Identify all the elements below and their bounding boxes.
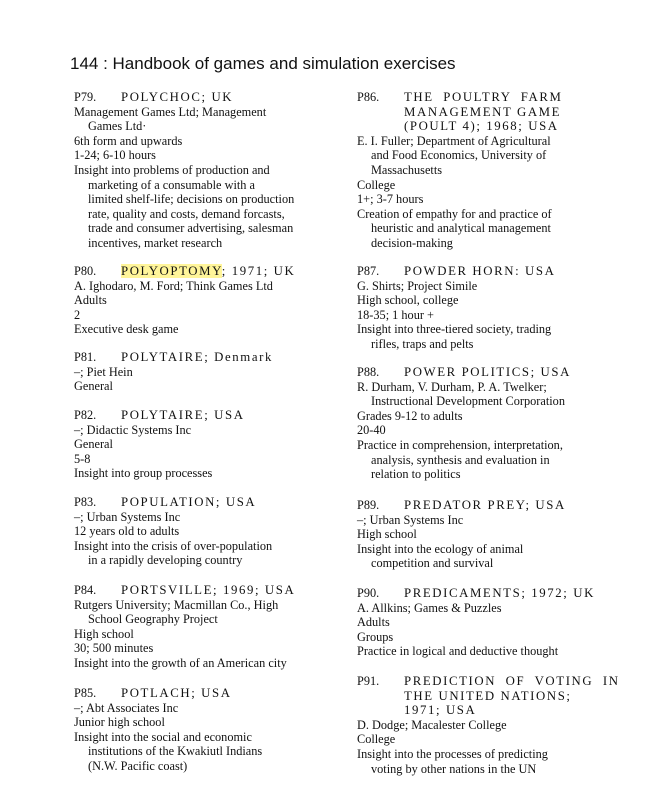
entry-detail-line: Rutgers University; Macmillan Co., High <box>74 597 279 612</box>
catalog-entry <box>357 586 647 659</box>
entry-detail-line: R. Durham, V. Durham, P. A. Twelker; <box>357 379 547 394</box>
entry-title-line <box>357 264 647 279</box>
entry-detail-line: Adults <box>357 615 390 630</box>
entry-title-meta: ; 1969; USA <box>213 583 296 597</box>
entry-detail-line: –; Didactic Systems Inc <box>74 422 192 437</box>
entry-title: POTLACH <box>121 686 192 700</box>
entry-title: POLYCHOC <box>121 90 202 104</box>
entry-detail-line: Insight into the processes of predicting <box>357 746 548 761</box>
entry-detail-line: rate, quality and costs, demand forcasts, <box>88 206 285 221</box>
entry-detail-line: College <box>357 732 396 747</box>
entry-detail-line: High school, college <box>357 293 459 308</box>
entry-title-meta: ; 1972; UK <box>521 586 595 600</box>
entry-detail-line: Management Games Ltd; Management <box>74 104 267 119</box>
entry-title-continuation: THE UNITED NATIONS; <box>404 688 572 703</box>
entry-title-continuation: MANAGEMENT GAME <box>404 104 562 119</box>
entry-title-line <box>74 495 342 510</box>
entry-detail-line: and Food Economics, University of <box>371 148 547 163</box>
entry-title-wrap <box>404 365 571 380</box>
entry-title: POWER POLITICS <box>404 365 531 379</box>
entry-detail-line: 18-35; 1 hour + <box>357 307 434 322</box>
entry-detail-line: School Geography Project <box>88 612 218 627</box>
catalog-entry <box>74 350 342 394</box>
entry-title-continuation: (POULT 4); 1968; USA <box>404 119 559 134</box>
entry-detail-line: General <box>74 379 113 394</box>
entry-title-line <box>357 90 647 105</box>
entry-title-line <box>74 408 342 423</box>
entry-detail-line: 1+; 3-7 hours <box>357 192 424 207</box>
entry-title-line <box>74 350 342 365</box>
entry-title-line <box>357 498 647 513</box>
catalog-entry <box>357 90 647 251</box>
entry-code: P89. <box>357 498 380 512</box>
entry-detail-line: Practice in comprehension, interpretation, <box>357 437 563 452</box>
catalog-entry <box>357 365 647 482</box>
entry-title: THE POULTRY FARM <box>404 90 563 104</box>
catalog-entry <box>74 686 342 774</box>
entry-detail-line: 5-8 <box>74 451 91 466</box>
entry-detail-line: Games Ltd· <box>88 119 147 134</box>
entry-code: P83. <box>74 495 97 509</box>
entry-title-meta: ; USA <box>215 495 257 509</box>
entry-detail-line: E. I. Fuller; Department of Agricultural <box>357 133 551 148</box>
entry-detail-line: 2 <box>74 307 81 322</box>
catalog-entry <box>74 408 342 481</box>
entry-title-line <box>357 586 647 601</box>
entry-title-wrap <box>121 350 273 365</box>
entry-code: P81. <box>74 350 97 364</box>
entry-code: P84. <box>74 583 97 597</box>
entry-detail-line: –; Piet Hein <box>74 364 133 379</box>
entry-detail-line: High school <box>357 527 417 542</box>
entry-detail-line: decision-making <box>371 235 453 250</box>
entry-title-wrap <box>404 586 595 601</box>
entry-detail-line: Insight into the social and economic <box>74 729 252 744</box>
entry-title-meta: : USA <box>515 264 556 278</box>
entry-title: PREDICAMENTS <box>404 586 522 600</box>
entry-detail-line: Insight into three-tiered society, trading <box>357 322 552 337</box>
entry-title: POWDER HORN <box>404 264 516 278</box>
entry-title-meta: ; Denmark <box>204 350 273 364</box>
entry-title-wrap <box>121 686 232 701</box>
entry-detail-line: marketing of a consumable with a <box>88 177 255 192</box>
entry-title-line <box>74 583 342 598</box>
entry-detail-line: Insight into the crisis of over-population <box>74 538 273 553</box>
entry-detail-line: –; Abt Associates Inc <box>74 700 179 715</box>
entry-detail-line: 30; 500 minutes <box>74 641 154 656</box>
entry-title: POPULATION <box>121 495 216 509</box>
entry-detail-line: Creation of empathy for and practice of <box>357 206 552 221</box>
entry-detail-line: D. Dodge; Macalester College <box>357 717 507 732</box>
entry-title: POLYTAIRE <box>121 408 205 422</box>
entry-detail-line: Grades 9-12 to adults <box>357 408 463 423</box>
entry-detail-line: (N.W. Pacific coast) <box>88 758 188 773</box>
entry-detail-line: High school <box>74 626 134 641</box>
entry-detail-line: incentives, market research <box>88 235 223 250</box>
entry-title-continuation: 1971; USA <box>404 703 477 718</box>
catalog-entry <box>357 498 647 571</box>
entry-code: P88. <box>357 365 380 379</box>
entry-detail-line: Instructional Development Corporation <box>371 394 565 409</box>
entry-title-meta: ; USA <box>530 365 571 379</box>
catalog-entry <box>357 264 647 352</box>
entry-title-line <box>74 264 342 279</box>
entry-title-wrap <box>121 583 295 598</box>
entry-detail-line: limited shelf-life; decisions on production <box>88 192 295 207</box>
entry-detail-line: A. Ighodaro, M. Ford; Think Games Ltd <box>74 278 273 293</box>
entry-title: POLYOPTOMY <box>121 264 222 278</box>
entry-title-meta: ; USA <box>204 408 245 422</box>
entry-title-line <box>357 674 647 689</box>
entry-title-meta: ; USA <box>525 498 566 512</box>
entry-detail-line: Insight into the ecology of animal <box>357 541 524 556</box>
entry-title-wrap <box>121 495 256 510</box>
entry-detail-line: 1-24; 6-10 hours <box>74 148 156 163</box>
entry-detail-line: –; Urban Systems Inc <box>74 509 181 524</box>
entry-detail-line: A. Allkins; Games & Puzzles <box>357 600 502 615</box>
entry-detail-line: voting by other nations in the UN <box>371 761 537 776</box>
entry-title-line <box>357 365 647 380</box>
catalog-entry <box>74 264 342 337</box>
entry-code: P79. <box>74 90 97 104</box>
entry-detail-line: –; Urban Systems Inc <box>357 512 464 527</box>
entry-title-wrap <box>121 408 245 423</box>
entry-detail-line: General <box>74 437 113 452</box>
entry-detail-line: Insight into the growth of an American city <box>74 655 287 670</box>
catalog-entry <box>74 90 342 251</box>
entry-code: P87. <box>357 264 380 278</box>
entry-detail-line: analysis, synthesis and evaluation in <box>371 452 550 467</box>
entry-title-wrap <box>404 498 566 513</box>
entry-detail-line: Practice in logical and deductive thought <box>357 644 559 659</box>
entry-detail-line: rifles, traps and pelts <box>371 336 474 351</box>
entry-detail-line: Executive desk game <box>74 322 179 337</box>
entry-title: PREDATOR PREY <box>404 498 526 512</box>
entry-code: P80. <box>74 264 97 278</box>
entry-title-wrap <box>121 90 233 105</box>
entry-detail-line: Massachusetts <box>371 162 443 177</box>
entry-code: P82. <box>74 408 97 422</box>
page-header: 144 : Handbook of games and simulation exercises <box>70 54 456 73</box>
catalog-entry <box>74 583 342 671</box>
entry-title-meta: ; USA <box>191 686 232 700</box>
catalog-entry <box>74 495 342 568</box>
entry-title-wrap <box>404 264 555 279</box>
entry-detail-line: Adults <box>74 293 107 308</box>
entry-detail-line: College <box>357 177 396 192</box>
entry-code: P91. <box>357 674 380 688</box>
entry-code: P86. <box>357 90 380 104</box>
entry-detail-line: heuristic and analytical management <box>371 221 551 236</box>
entry-detail-line: Insight into problems of production and <box>74 162 270 177</box>
entry-title: POLYTAIRE <box>121 350 205 364</box>
entry-detail-line: institutions of the Kwakiutl Indians <box>88 744 263 759</box>
entry-detail-line: in a rapidly developing country <box>88 553 243 568</box>
entry-detail-line: 6th form and upwards <box>74 133 183 148</box>
entry-title: PREDICTION OF VOTING IN <box>404 674 620 688</box>
entry-detail-line: G. Shirts; Project Simile <box>357 278 478 293</box>
entry-title-line <box>74 90 342 105</box>
entry-title-meta: ; UK <box>201 90 234 104</box>
entry-detail-line: Junior high school <box>74 715 165 730</box>
entry-title-line <box>74 686 342 701</box>
entry-detail-line: Groups <box>357 629 394 644</box>
catalog-entry <box>357 674 647 776</box>
entry-code: P85. <box>74 686 97 700</box>
entry-code: P90. <box>357 586 380 600</box>
entry-title: PORTSVILLE <box>121 583 214 597</box>
entry-detail-line: 20-40 <box>357 423 386 438</box>
entry-detail-line: relation to politics <box>371 467 461 482</box>
entry-detail-line: competition and survival <box>371 556 494 571</box>
entry-detail-line: 12 years old to adults <box>74 524 180 539</box>
entry-detail-line: Insight into group processes <box>74 466 213 481</box>
entry-title-wrap <box>121 264 295 279</box>
entry-title-meta: ; 1971; UK <box>221 264 296 278</box>
entry-detail-line: trade and consumer advertising, salesman <box>88 221 294 236</box>
